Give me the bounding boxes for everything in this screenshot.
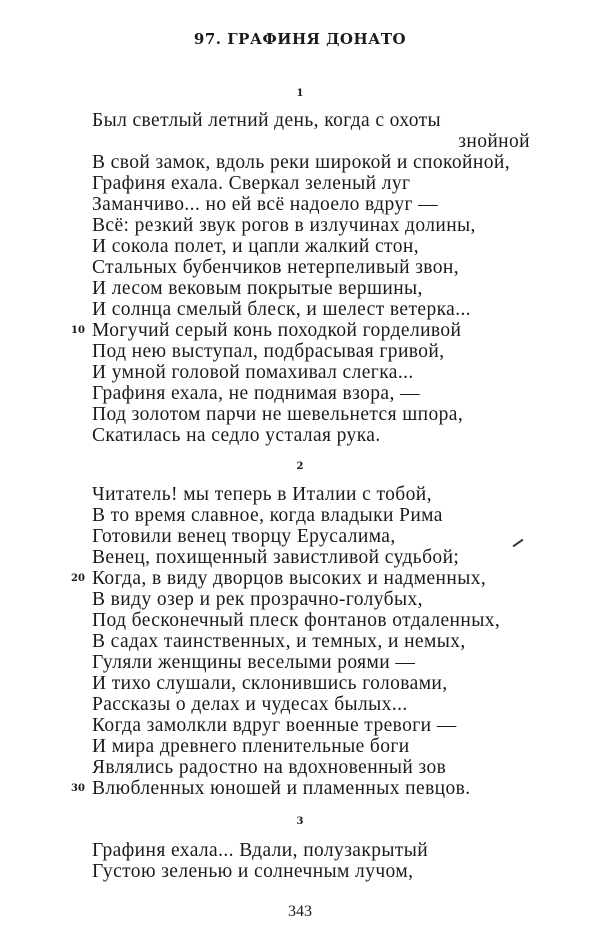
verse-line: Графиня ехала, не поднимая взора, —	[92, 383, 420, 404]
section-number: 1	[296, 88, 304, 99]
verse-line: Графиня ехала... Вдали, полузакрытый	[92, 840, 429, 861]
poem-title: 97. ГРАФИНЯ ДОНАТО	[193, 30, 407, 48]
stray-pencil-mark	[513, 539, 524, 548]
verse-line: Когда замолкли вдруг военные тревоги —	[92, 715, 457, 736]
verse-line: Скатилась на седло усталая рука.	[92, 425, 381, 446]
verse-line: Когда, в виду дворцов высоких и надменных,	[92, 568, 487, 589]
page-number: 343	[288, 903, 312, 920]
section-number: 2	[296, 461, 304, 472]
verse-line: И солнца смелый блеск, и шелест ветерка...	[92, 299, 472, 320]
verse-line: Под нею выступал, подбрасывая гривой,	[92, 341, 445, 362]
verse-line: Всё: резкий звук рогов в излучинах долины,	[92, 215, 476, 236]
verse-line: Графиня ехала. Сверкал зеленый луг	[92, 173, 411, 194]
verse-line: Густою зеленью и солнечным лучом,	[92, 861, 414, 882]
section-number: 3	[296, 816, 304, 827]
verse-line: В виду озер и рек прозрачно-голубых,	[92, 589, 423, 610]
verse-line: И лесом вековым покрытые вершины,	[92, 278, 423, 299]
verse-line: В садах таинственных, и темных, и немых,	[92, 631, 466, 652]
verse-line: Читатель! мы теперь в Италии с тобой,	[92, 484, 432, 505]
verse-line: Венец, похищенный завистливой судьбой;	[92, 547, 460, 568]
verse-line: И умной головой помахивал слегка...	[92, 362, 414, 383]
line-number: 20	[71, 573, 85, 584]
verse-line: И сокола полет, и цапли жалкий стон,	[92, 236, 419, 257]
verse-line: Являлись радостно на вдохновенный зов	[92, 757, 447, 778]
line-number: 10	[71, 325, 85, 336]
verse-line: Под золотом парчи не шевельнется шпора,	[92, 404, 464, 425]
verse-line: Рассказы о делах и чудесах былых...	[92, 694, 408, 715]
verse-line: И тихо слушали, склонившись головами,	[92, 673, 448, 694]
verse-line: В свой замок, вдоль реки широкой и спокойной,	[92, 152, 510, 173]
verse-line: Стальных бубенчиков нетерпеливый звон,	[92, 257, 460, 278]
verse-line: В то время славное, когда владыки Рима	[92, 505, 443, 526]
line-number: 30	[71, 783, 85, 794]
verse-line: Заманчиво... но ей всё надоело вдруг —	[92, 194, 439, 215]
verse-line: И мира древнего пленительные боги	[92, 736, 410, 757]
verse-line: Влюбленных юношей и пламенных певцов.	[92, 778, 471, 799]
verse-line: Готовили венец творцу Ерусалима,	[92, 526, 396, 547]
verse-line: Гуляли женщины веселыми роями —	[92, 652, 416, 673]
verse-line: Был светлый летний день, когда с охоты	[92, 110, 442, 131]
verse-line: Могучий серый конь походкой горделивой	[92, 320, 462, 341]
verse-line-continuation: знойной	[458, 131, 530, 152]
verse-line: Под бесконечный плеск фонтанов отдаленных,	[92, 610, 501, 631]
